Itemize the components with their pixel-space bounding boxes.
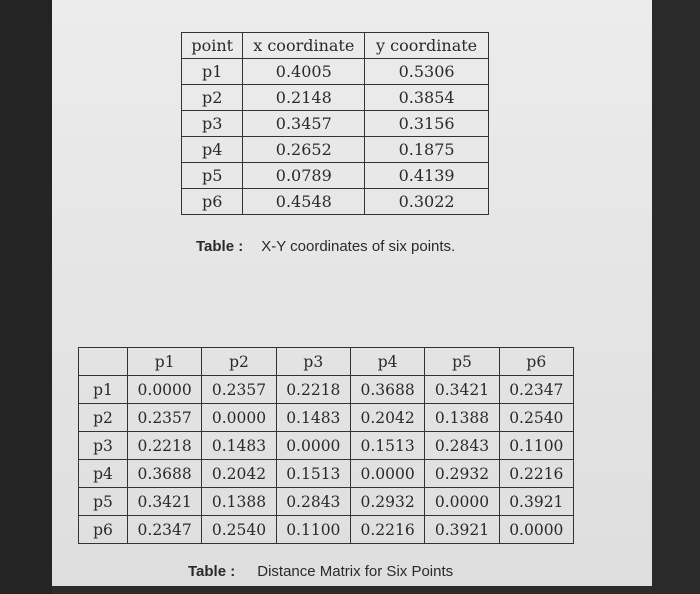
table-cell: 0.3022 (365, 189, 489, 215)
table-cell: 0.2042 (350, 404, 424, 432)
column-header: p6 (499, 348, 573, 376)
table-row (182, 163, 489, 189)
table-cell: 0.3421 (425, 376, 499, 404)
table-cell: 0.1483 (202, 432, 276, 460)
photo-background-right (652, 0, 700, 594)
caption-text: X-Y coordinates of six points. (261, 238, 456, 255)
table-cell: 0.1100 (276, 516, 350, 544)
table-cell: 0.1388 (202, 488, 276, 516)
distance-matrix-table (78, 347, 574, 544)
table-cell: 0.0000 (128, 376, 202, 404)
table-cell: 0.3688 (350, 376, 424, 404)
point-label-cell: p3 (182, 111, 243, 137)
table-cell: 0.2843 (276, 488, 350, 516)
table-cell: 0.3688 (128, 460, 202, 488)
table-cell: 0.1513 (276, 460, 350, 488)
table-caption (196, 238, 455, 255)
photo-background-bottom (52, 586, 652, 594)
photo-background-left (0, 0, 52, 594)
column-header: p5 (425, 348, 499, 376)
table-cell: 0.3921 (499, 488, 573, 516)
table-cell: 0.5306 (365, 59, 489, 85)
column-header: p4 (350, 348, 424, 376)
table-row (79, 376, 574, 404)
table-cell: 0.3421 (128, 488, 202, 516)
table-cell: 0.2357 (128, 404, 202, 432)
table-cell: 0.1513 (350, 432, 424, 460)
column-header: point (182, 33, 243, 59)
table-row (182, 189, 489, 215)
table-cell: 0.2932 (425, 460, 499, 488)
row-header: p6 (79, 516, 128, 544)
table-header-row (79, 348, 574, 376)
table-row (79, 460, 574, 488)
table-cell: 0.0000 (350, 460, 424, 488)
table-cell: 0.0000 (202, 404, 276, 432)
table-row (182, 111, 489, 137)
table-row (182, 59, 489, 85)
table-cell: 0.0000 (276, 432, 350, 460)
table-cell: 0.2216 (499, 460, 573, 488)
table-cell: 0.2347 (128, 516, 202, 544)
point-label-cell: p1 (182, 59, 243, 85)
coordinates-table (181, 32, 489, 215)
table-cell: 0.0789 (243, 163, 365, 189)
table-cell: 0.2652 (243, 137, 365, 163)
caption-label: Table : (188, 563, 236, 580)
row-header: p3 (79, 432, 128, 460)
row-header: p4 (79, 460, 128, 488)
row-header: p1 (79, 376, 128, 404)
table-row (182, 85, 489, 111)
table-row (79, 516, 574, 544)
table-cell: 0.1388 (425, 404, 499, 432)
table-cell: 0.2148 (243, 85, 365, 111)
table-row (79, 432, 574, 460)
table-header-row (182, 33, 489, 59)
table-cell: 0.2218 (128, 432, 202, 460)
table-caption (188, 563, 453, 580)
table-cell: 0.2216 (350, 516, 424, 544)
point-label-cell: p2 (182, 85, 243, 111)
table-row (79, 404, 574, 432)
table-cell: 0.2042 (202, 460, 276, 488)
table-cell: 0.2347 (499, 376, 573, 404)
point-label-cell: p5 (182, 163, 243, 189)
table-cell: 0.1875 (365, 137, 489, 163)
table-cell: 0.3156 (365, 111, 489, 137)
column-header: x coordinate (243, 33, 365, 59)
table-row (182, 137, 489, 163)
table-cell: 0.1483 (276, 404, 350, 432)
table-cell: 0.2218 (276, 376, 350, 404)
row-header: p5 (79, 488, 128, 516)
column-header: p2 (202, 348, 276, 376)
table-cell: 0.2932 (350, 488, 424, 516)
table-row (79, 488, 574, 516)
table-cell: 0.4005 (243, 59, 365, 85)
table-cell: 0.3921 (425, 516, 499, 544)
table-cell: 0.0000 (425, 488, 499, 516)
column-header: p3 (276, 348, 350, 376)
table-cell: 0.3854 (365, 85, 489, 111)
point-label-cell: p6 (182, 189, 243, 215)
table-cell: 0.4139 (365, 163, 489, 189)
table-cell: 0.2843 (425, 432, 499, 460)
caption-text: Distance Matrix for Six Points (257, 563, 454, 580)
table-cell: 0.2540 (499, 404, 573, 432)
table-cell: 0.2540 (202, 516, 276, 544)
point-label-cell: p4 (182, 137, 243, 163)
table-cell: 0.2357 (202, 376, 276, 404)
corner-cell (79, 348, 128, 376)
column-header: p1 (128, 348, 202, 376)
table-cell: 0.0000 (499, 516, 573, 544)
column-header: y coordinate (365, 33, 489, 59)
row-header: p2 (79, 404, 128, 432)
table-cell: 0.1100 (499, 432, 573, 460)
table-cell: 0.3457 (243, 111, 365, 137)
table-cell: 0.4548 (243, 189, 365, 215)
caption-label: Table : (196, 238, 244, 255)
